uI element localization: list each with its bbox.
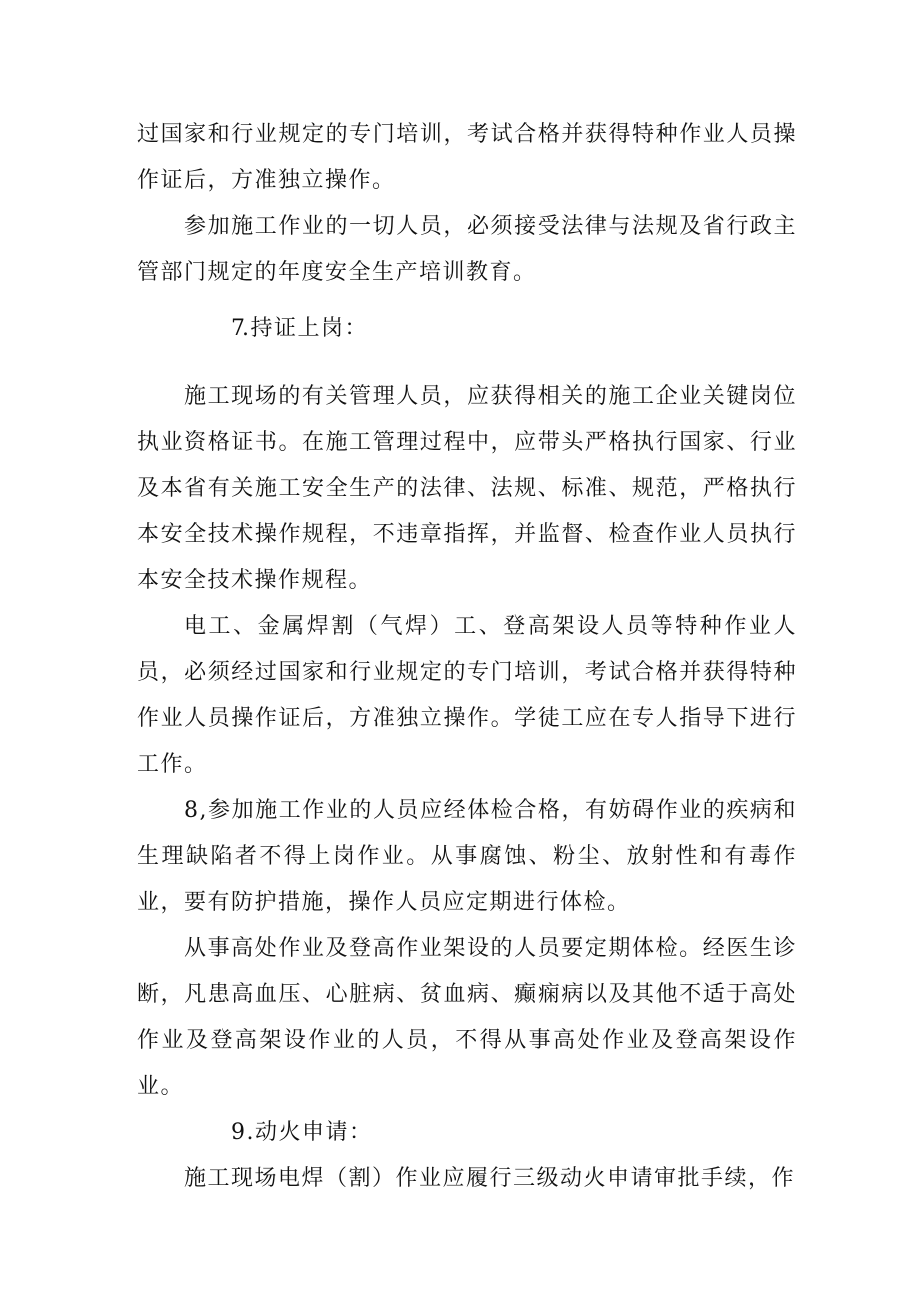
paragraph-special-operators: 电工、金属焊割（气焊）工、登高架设人员等特种作业人员，必须经过国家和行业规定的专门培训，考试合格并获得特种作业人员操作证后，方准独立操作。学徒工应在专人指导下进行工作。	[137, 614, 797, 777]
section-title-7: .持证上岗：	[242, 316, 368, 341]
paragraph-height-work-health: 从事高处作业及登高作业架设的人员要定期体检。经医生诊断，凡患高血压、心脏病、贫血病、癫痫病以及其他不适于高处作业及登高架设作业的人员，不得从事高处作业及登高架设作业。	[137, 936, 797, 1099]
section-title-9: .动火申请：	[246, 1120, 373, 1145]
paragraph-annual-training: 参加施工作业的一切人员，必须接受法律与法规及省行政主管部门规定的年度安全生产培训教育。	[137, 214, 797, 285]
section-heading-9	[137, 1110, 797, 1156]
document-body	[137, 112, 797, 1202]
paragraph-hot-work-application: 施工现场电焊（割）作业应履行三级动火申请审批手续，作	[184, 1166, 796, 1191]
paragraph-continuation: 过国家和行业规定的专门培训，考试合格并获得特种作业人员操作证后，方准独立操作。	[137, 122, 797, 193]
section-number-7: 7	[231, 316, 247, 341]
paragraph-management-certificates: 施工现场的有关管理人员，应获得相关的施工企业关键岗位执业资格证书。在施工管理过程中，应带头严格执行国家、行业及本省有关施工安全生产的法律、法规、标准、规范，严格执行本安全技术操作规程，不违章指挥，并监督、检查作业人员执行本安全技术操作规程。	[137, 384, 797, 593]
paragraph-health-check: 8,参加施工作业的人员应经体检合格，有妨碍作业的疾病和生理缺陷者不得上岗作业。从事腐蚀、粉尘、放射性和有毒作业，要有防护措施，操作人员应定期进行体检。	[137, 798, 797, 915]
section-heading-7	[137, 306, 797, 352]
section-number-9: 9	[231, 1120, 247, 1145]
